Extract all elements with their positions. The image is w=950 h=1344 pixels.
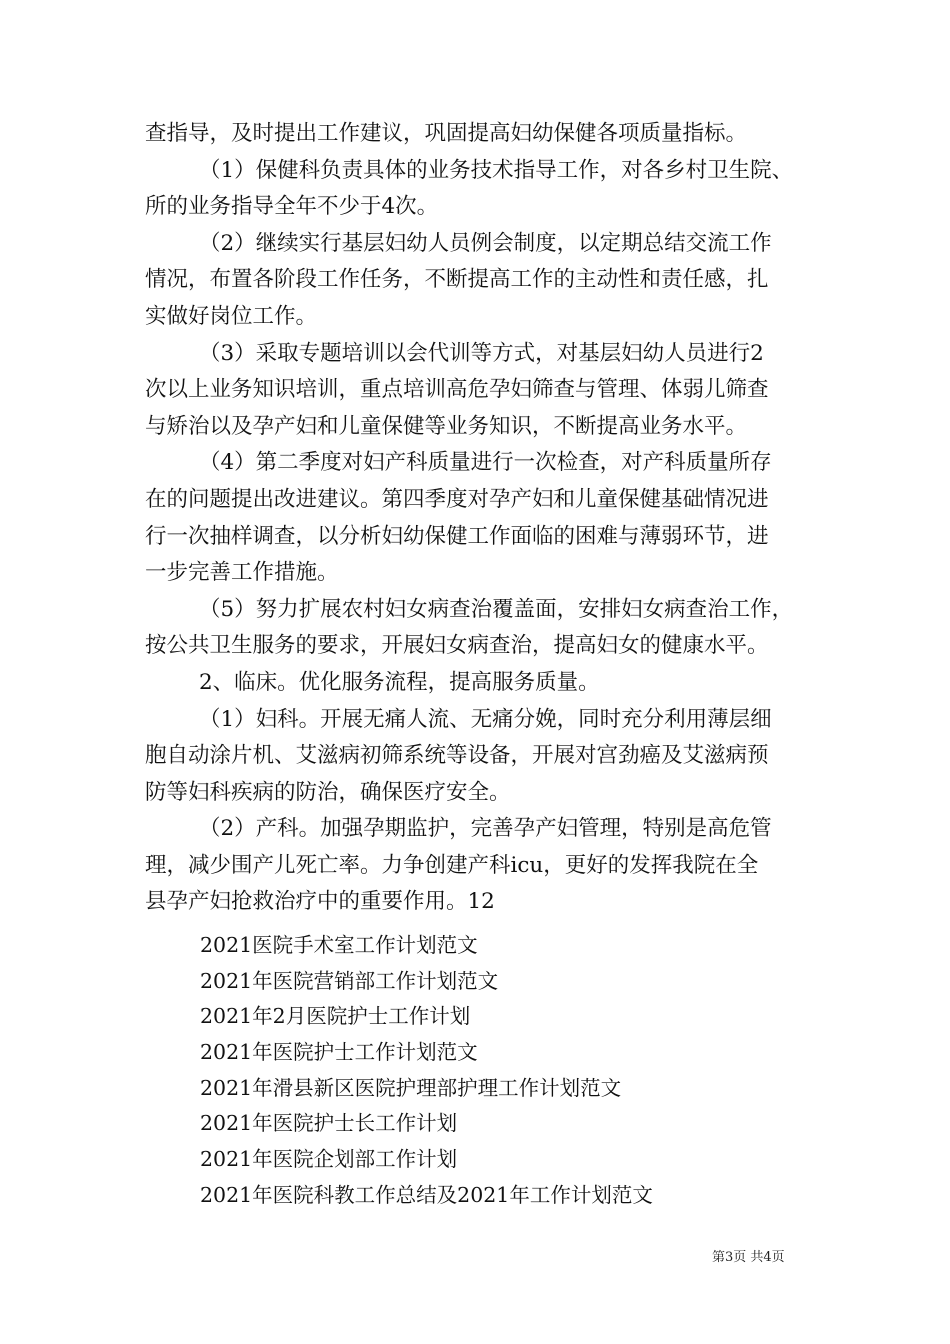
paragraph-line: 所的业务指导全年不少于4次。 bbox=[145, 194, 439, 220]
paragraph-line: 行一次抽样调查，以分析妇幼保健工作面临的困难与薄弱环节，进 bbox=[145, 523, 769, 549]
paragraph-line: 次以上业务知识培训，重点培训高危孕妇筛查与管理、体弱儿筛查 bbox=[145, 377, 769, 403]
paragraph-line: 县孕产妇抢救治疗中的重要作用。12 bbox=[145, 889, 495, 915]
related-link[interactable]: 2021年医院护士工作计划范文 bbox=[200, 1040, 478, 1065]
related-link[interactable]: 2021年医院企划部工作计划 bbox=[200, 1147, 458, 1172]
paragraph-line: 按公共卫生服务的要求，开展妇女病查治，提高妇女的健康水平。 bbox=[145, 633, 769, 659]
related-link[interactable]: 2021年医院科教工作总结及2021年工作计划范文 bbox=[200, 1182, 653, 1207]
paragraph-line: 实做好岗位工作。 bbox=[145, 303, 318, 329]
paragraph-line: （3）采取专题培训以会代训等方式，对基层妇幼人员进行2 bbox=[199, 340, 764, 366]
page-number-footer: 第3页 共4页 bbox=[712, 1250, 785, 1265]
paragraph-line: 理，减少围产儿死亡率。力争创建产科icu，更好的发挥我院在全 bbox=[145, 852, 759, 878]
paragraph-line: 在的问题提出改进建议。第四季度对孕产妇和儿童保健基础情况进 bbox=[145, 486, 769, 512]
paragraph-line: （4）第二季度对妇产科质量进行一次检查，对产科质量所存 bbox=[199, 450, 772, 476]
paragraph-line: 查指导，及时提出工作建议，巩固提高妇幼保健各项质量指标。 bbox=[145, 121, 748, 146]
related-links-list bbox=[200, 928, 820, 1214]
related-link[interactable]: 2021年医院护士长工作计划 bbox=[200, 1111, 458, 1136]
paragraph-line: （2）继续实行基层妇幼人员例会制度，以定期总结交流工作 bbox=[199, 230, 772, 256]
paragraph-line: 防等妇科疾病的防治，确保医疗安全。 bbox=[145, 779, 511, 805]
related-link[interactable]: 2021医院手术室工作计划范文 bbox=[200, 933, 478, 957]
document-body bbox=[145, 116, 810, 921]
paragraph-line: 胞自动涂片机、艾滋病初筛系统等设备，开展对宫劲癌及艾滋病预 bbox=[145, 743, 769, 769]
related-link[interactable]: 2021年2月医院护士工作计划 bbox=[200, 1004, 471, 1029]
paragraph-line: （1）妇科。开展无痛人流、无痛分娩，同时充分利用薄层细 bbox=[199, 706, 772, 732]
paragraph-line: 与矫治以及孕产妇和儿童保健等业务知识，不断提高业务水平。 bbox=[145, 413, 748, 439]
paragraph-line: （1）保健科负责具体的业务技术指导工作，对各乡村卫生院、 bbox=[199, 157, 794, 183]
paragraph-line: 一步完善工作措施。 bbox=[145, 560, 339, 586]
paragraph-line: （2）产科。加强孕期监护，完善孕产妇管理，特别是高危管 bbox=[199, 816, 772, 842]
related-link[interactable]: 2021年医院营销部工作计划范文 bbox=[200, 968, 499, 993]
paragraph-line: 情况，布置各阶段工作任务，不断提高工作的主动性和责任感，扎 bbox=[145, 267, 769, 293]
related-link[interactable]: 2021年滑县新区医院护理部护理工作计划范文 bbox=[200, 1075, 622, 1100]
paragraph-line: （5）努力扩展农村妇女病查治覆盖面，安排妇女病查治工作， bbox=[199, 596, 794, 622]
section-heading: 2、临床。优化服务流程，提高服务质量。 bbox=[199, 669, 600, 695]
